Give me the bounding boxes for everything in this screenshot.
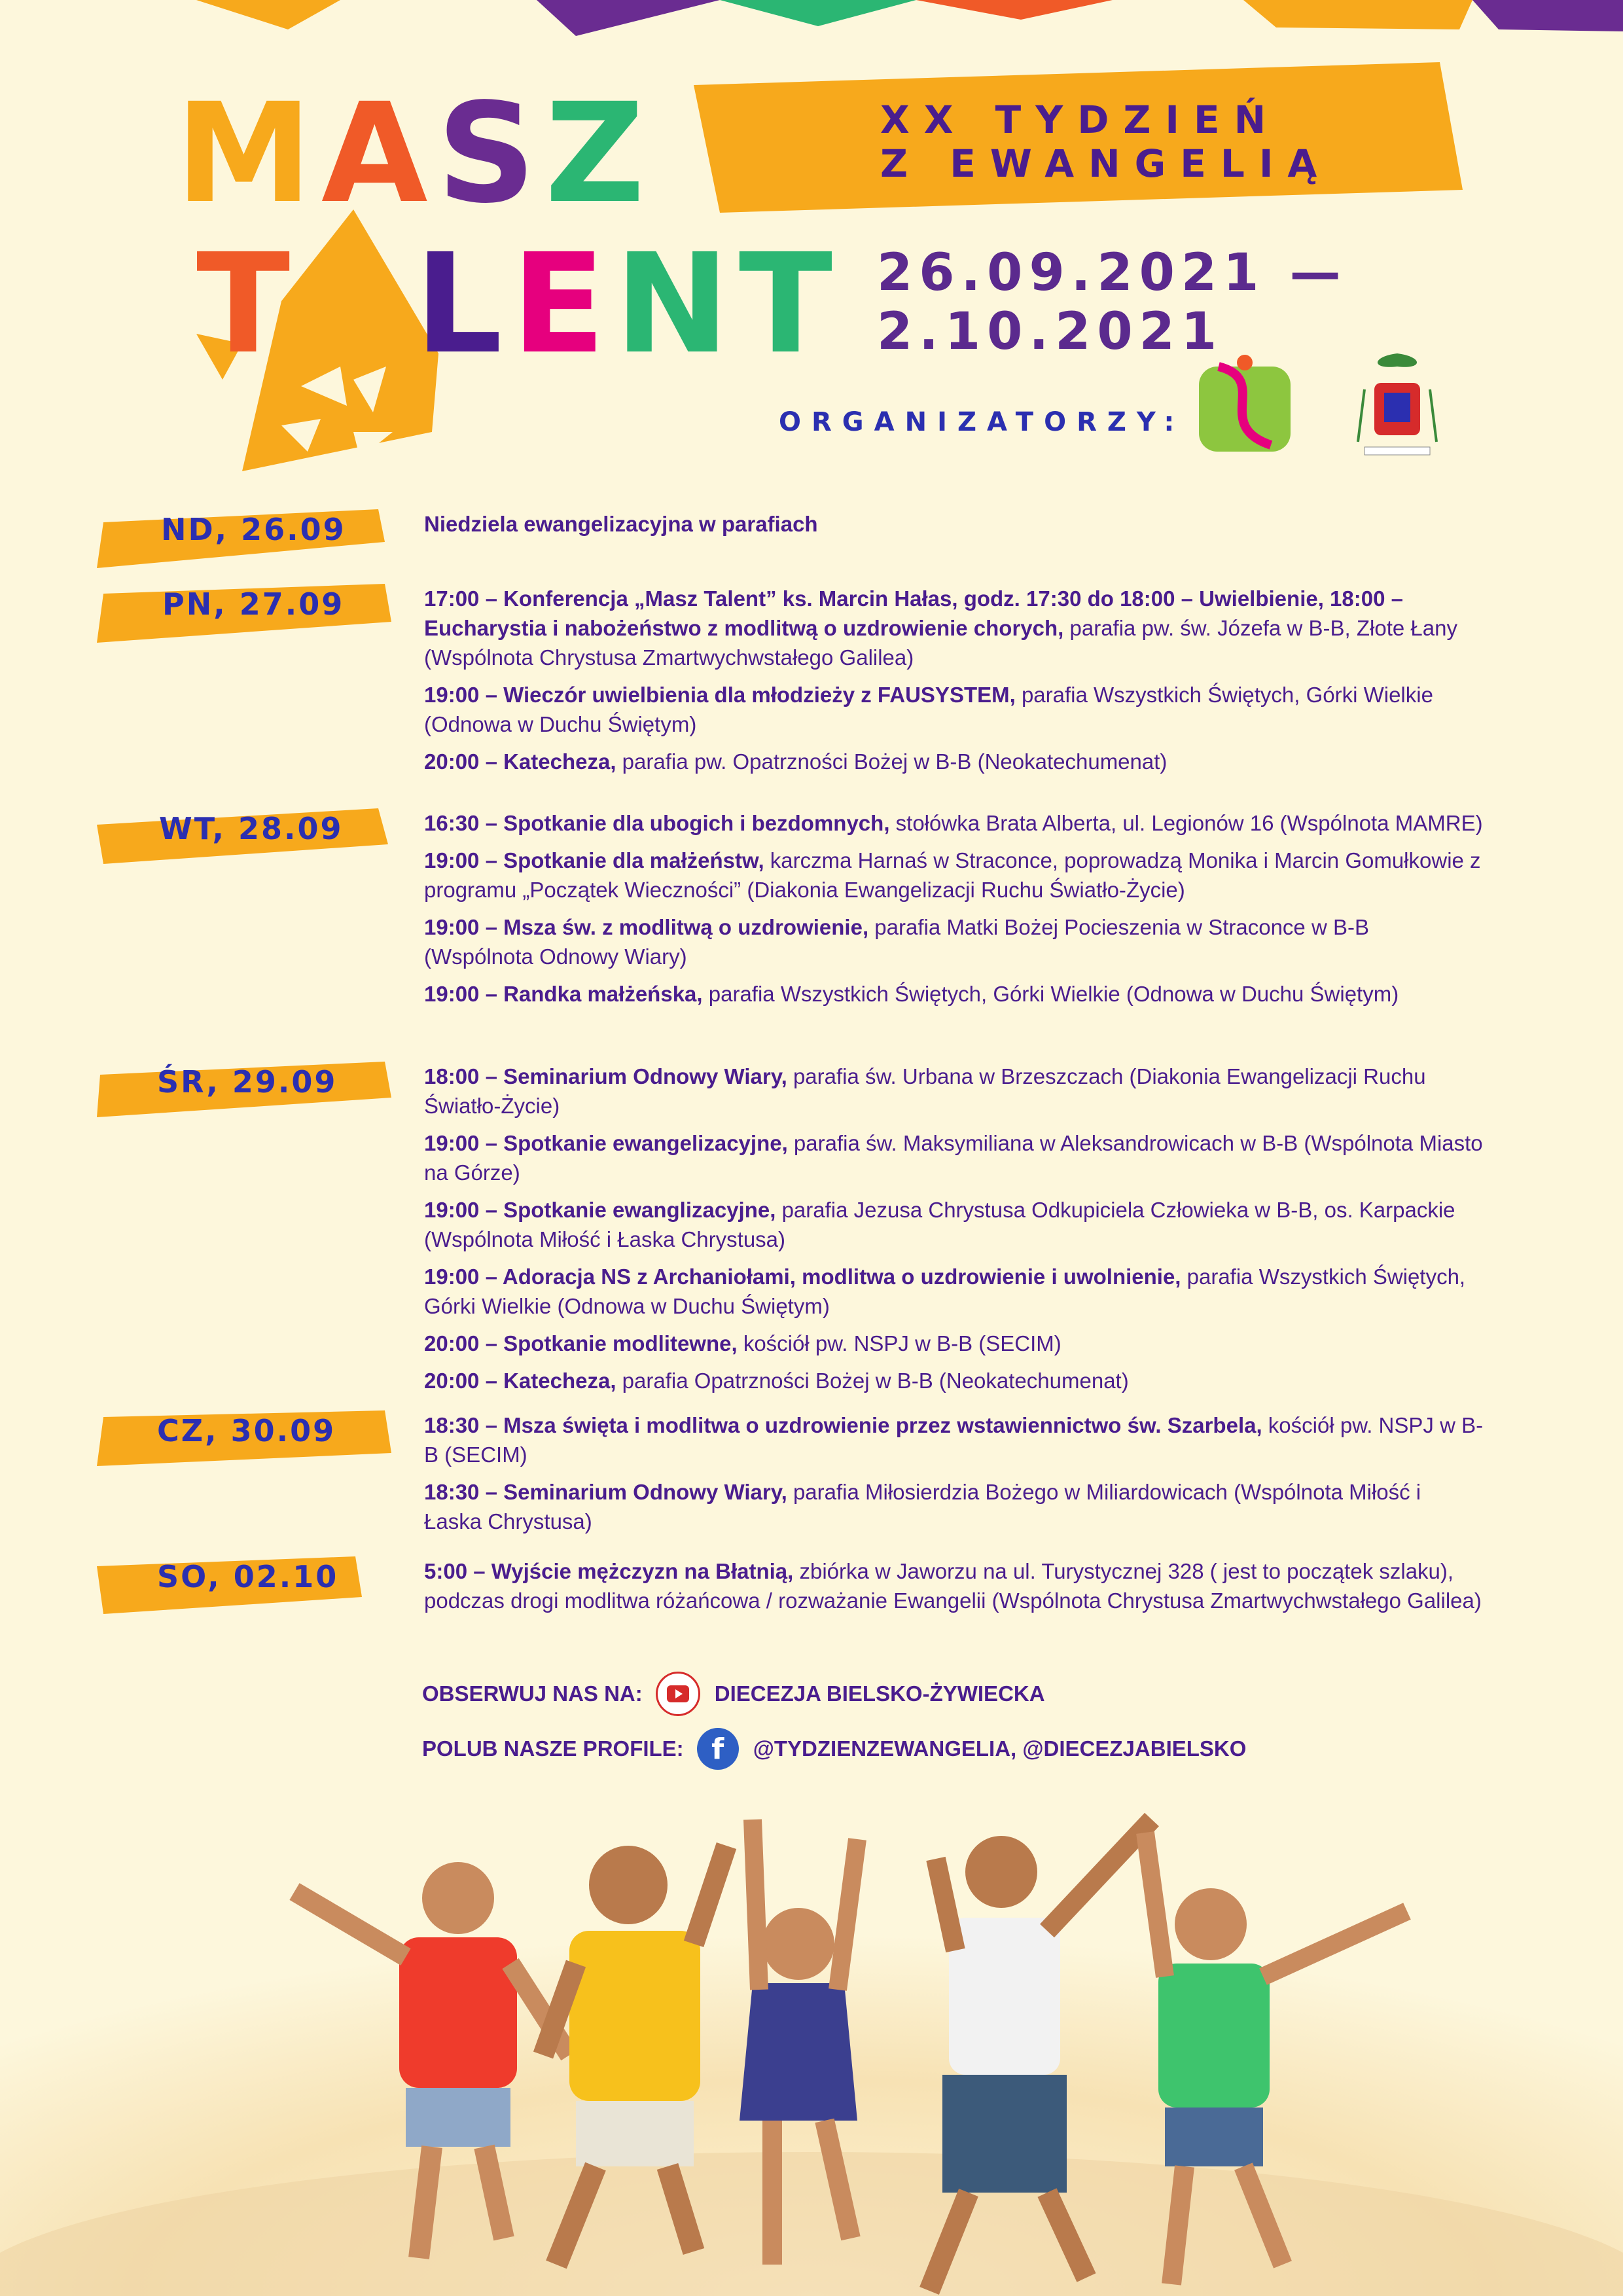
event-details: parafia Wszystkich Świętych, Górki Wielkie (Odnowa w Duchu Świętym) xyxy=(424,1265,1466,1318)
event-details: parafia pw. św. Józefa w B-B, Złote Łany (Wspólnota Chrystusa Zmartwychwstałego Galilea) xyxy=(424,616,1457,670)
event-title: 16:30 – Spotkanie dla ubogich i bezdomnych, xyxy=(424,811,890,835)
event-title: 18:30 – Seminarium Odnowy Wiary, xyxy=(424,1480,787,1504)
day-tag xyxy=(97,509,404,560)
event-details: parafia Matki Bożej Pocieszenia w Straconce w B-B (Wspólnota Odnowy Wiary) xyxy=(424,915,1369,969)
day-tag xyxy=(97,584,404,635)
event-details: parafia Miłosierdzia Bożego w Miliardowicach (Wspólnota Miłość i Łaska Chrystusa) xyxy=(424,1480,1421,1534)
day-label: ND, 26.09 xyxy=(161,512,346,547)
event-details: karczma Harnaś w Straconce, poprowadzą Monika i Marcin Gomułkowie z programu „Początek Wieczności” (Diakonia Ewangelizacji Ruchu Światło-Życie) xyxy=(424,848,1481,902)
day-label: ŚR, 29.09 xyxy=(157,1064,338,1100)
like-row xyxy=(422,1728,1246,1770)
ruch-logo-icon xyxy=(1199,353,1297,458)
event-details: zbiórka w Jaworzu na ul. Turystycznej 328 ( jest to początek szlaku), podczas drogi modlitwa różańcowa / rozważanie Ewangelii (Wspólnota Chrystusa Zmartwychwstałego Galilea) xyxy=(424,1559,1482,1613)
facebook-profiles-link[interactable]: @TYDZIENZEWANGELIA, @DIECEZJABIELSKO xyxy=(753,1736,1247,1761)
youtube-icon[interactable] xyxy=(656,1672,700,1716)
event-item xyxy=(424,1329,1484,1358)
diocese-coat-of-arms-icon xyxy=(1345,350,1450,461)
logo-letter: L xyxy=(414,224,512,384)
event-title: 19:00 – Wieczór uwielbienia dla młodzieży z FAUSYSTEM, xyxy=(424,683,1016,707)
like-label: POLUB NASZE PROFILE: xyxy=(422,1736,684,1761)
event-item xyxy=(424,1410,1484,1469)
day-label: SO, 02.10 xyxy=(157,1559,339,1594)
logo-letter: Z xyxy=(544,73,654,234)
day-tag xyxy=(97,808,404,859)
day-tag xyxy=(97,1062,404,1113)
event-title: 19:00 – Adoracja NS z Archaniołami, modlitwa o uzdrowienie i uwolnienie, xyxy=(424,1265,1181,1289)
event-title: 18:30 – Msza święta i modlitwa o uzdrowienie przez wstawiennictwo św. Szarbela, xyxy=(424,1413,1262,1437)
event-item xyxy=(424,584,1484,672)
event-details: parafia pw. Opatrzności Bożej w B-B (Neokatechumenat) xyxy=(616,749,1168,774)
event-title: 18:00 – Seminarium Odnowy Wiary, xyxy=(424,1064,787,1088)
event-item xyxy=(424,509,1484,539)
event-title: 20:00 – Katecheza, xyxy=(424,1369,616,1393)
logo-letter: E xyxy=(511,224,615,384)
event-title: 20:00 – Spotkanie modlitewne, xyxy=(424,1331,738,1355)
event-details: kościół pw. NSPJ w B-B (SECIM) xyxy=(737,1331,1061,1355)
event-item xyxy=(424,680,1484,739)
facebook-icon[interactable]: f xyxy=(697,1728,739,1770)
logo-line-2 xyxy=(196,224,842,384)
event-title: 19:00 – Spotkanie dla małżeństw, xyxy=(424,848,764,872)
follow-row xyxy=(422,1672,1045,1716)
event-title: 19:00 – Randka małżeńska, xyxy=(424,982,703,1006)
day-label: PN, 27.09 xyxy=(162,586,345,622)
event-dates: 26.09.2021 — 2.10.2021 xyxy=(877,243,1347,361)
event-details: parafia Wszystkich Świętych, Górki Wielkie (Odnowa w Duchu Świętym) xyxy=(702,982,1399,1006)
day-label: CZ, 30.09 xyxy=(157,1413,336,1448)
banner-title xyxy=(880,98,1331,185)
day-events xyxy=(424,1410,1484,1544)
follow-label: OBSERWUJ NAS NA: xyxy=(422,1681,643,1706)
event-details: parafia Wszystkich Świętych, Górki Wielkie (Odnowa w Duchu Świętym) xyxy=(424,683,1433,736)
event-title: 19:00 – Msza św. z modlitwą o uzdrowienie, xyxy=(424,915,869,939)
event-item xyxy=(424,1195,1484,1254)
logo-line-1 xyxy=(175,73,654,234)
day-tag xyxy=(97,1410,404,1462)
jumping-people-photo xyxy=(0,1780,1623,2296)
logo-letter: N xyxy=(615,224,739,384)
event-item xyxy=(424,747,1484,776)
event-title: 17:00 – Konferencja „Masz Talent” ks. Marcin Hałas, godz. 17:30 do 18:00 – Uwielbienie, 18:00 – Eucharystia i nabożeństwo z modlitwą o uzdrowienie chorych, xyxy=(424,586,1403,640)
event-item xyxy=(424,808,1484,838)
day-tag xyxy=(97,1556,404,1607)
event-item xyxy=(424,1366,1484,1395)
event-item xyxy=(424,1062,1484,1121)
event-title: 5:00 – Wyjście mężczyzn na Błatnią, xyxy=(424,1559,794,1583)
event-item xyxy=(424,1262,1484,1321)
logo-letter: S xyxy=(437,73,545,234)
logo-letter: T xyxy=(738,224,842,384)
event-item xyxy=(424,1477,1484,1536)
event-title: 19:00 – Spotkanie ewangelizacyjne, xyxy=(424,1131,788,1155)
day-events xyxy=(424,808,1484,1016)
event-title: Niedziela ewangelizacyjna w parafiach xyxy=(424,512,818,536)
banner-line-2: Z EWANGELIĄ xyxy=(880,141,1332,186)
day-label: WT, 28.09 xyxy=(159,811,344,846)
decorative-top-shards xyxy=(0,0,1623,39)
logo-letter: M xyxy=(175,73,321,234)
day-events xyxy=(424,584,1484,784)
event-details: parafia Opatrzności Bożej w B-B (Neokatechumenat) xyxy=(616,1369,1129,1393)
event-item xyxy=(424,846,1484,905)
event-details: parafia św. Maksymiliana w Aleksandrowicach w B-B (Wspólnota Miasto na Górze) xyxy=(424,1131,1483,1185)
event-item xyxy=(424,1128,1484,1187)
youtube-channel-link[interactable]: DIECEZJA BIELSKO-ŻYWIECKA xyxy=(714,1681,1045,1706)
event-item xyxy=(424,979,1484,1009)
event-item xyxy=(424,1556,1484,1615)
day-events xyxy=(424,509,1484,547)
logo-letter: T xyxy=(196,224,300,384)
event-details: parafia św. Urbana w Brzeszczach (Diakonia Ewangelizacji Ruchu Światło-Życie) xyxy=(424,1064,1426,1118)
event-title: 19:00 – Spotkanie ewanglizacyjne, xyxy=(424,1198,776,1222)
logo-letter: A xyxy=(321,73,437,234)
event-details: kościół pw. NSPJ w B-B (SECIM) xyxy=(424,1413,1484,1467)
event-details: stołówka Brata Alberta, ul. Legionów 16 (Wspólnota MAMRE) xyxy=(889,811,1483,835)
event-item xyxy=(424,912,1484,971)
day-events xyxy=(424,1062,1484,1403)
event-title: 20:00 – Katecheza, xyxy=(424,749,616,774)
banner-line-1: XX TYDZIEŃ xyxy=(880,98,1281,142)
day-events xyxy=(424,1556,1484,1623)
event-details: parafia Jezusa Chrystusa Odkupiciela Człowieka w B-B, os. Karpackie (Wspólnota Miłość i Łaska Chrystusa) xyxy=(424,1198,1455,1251)
organizers-label: ORGANIZATORZY: xyxy=(779,407,1185,437)
